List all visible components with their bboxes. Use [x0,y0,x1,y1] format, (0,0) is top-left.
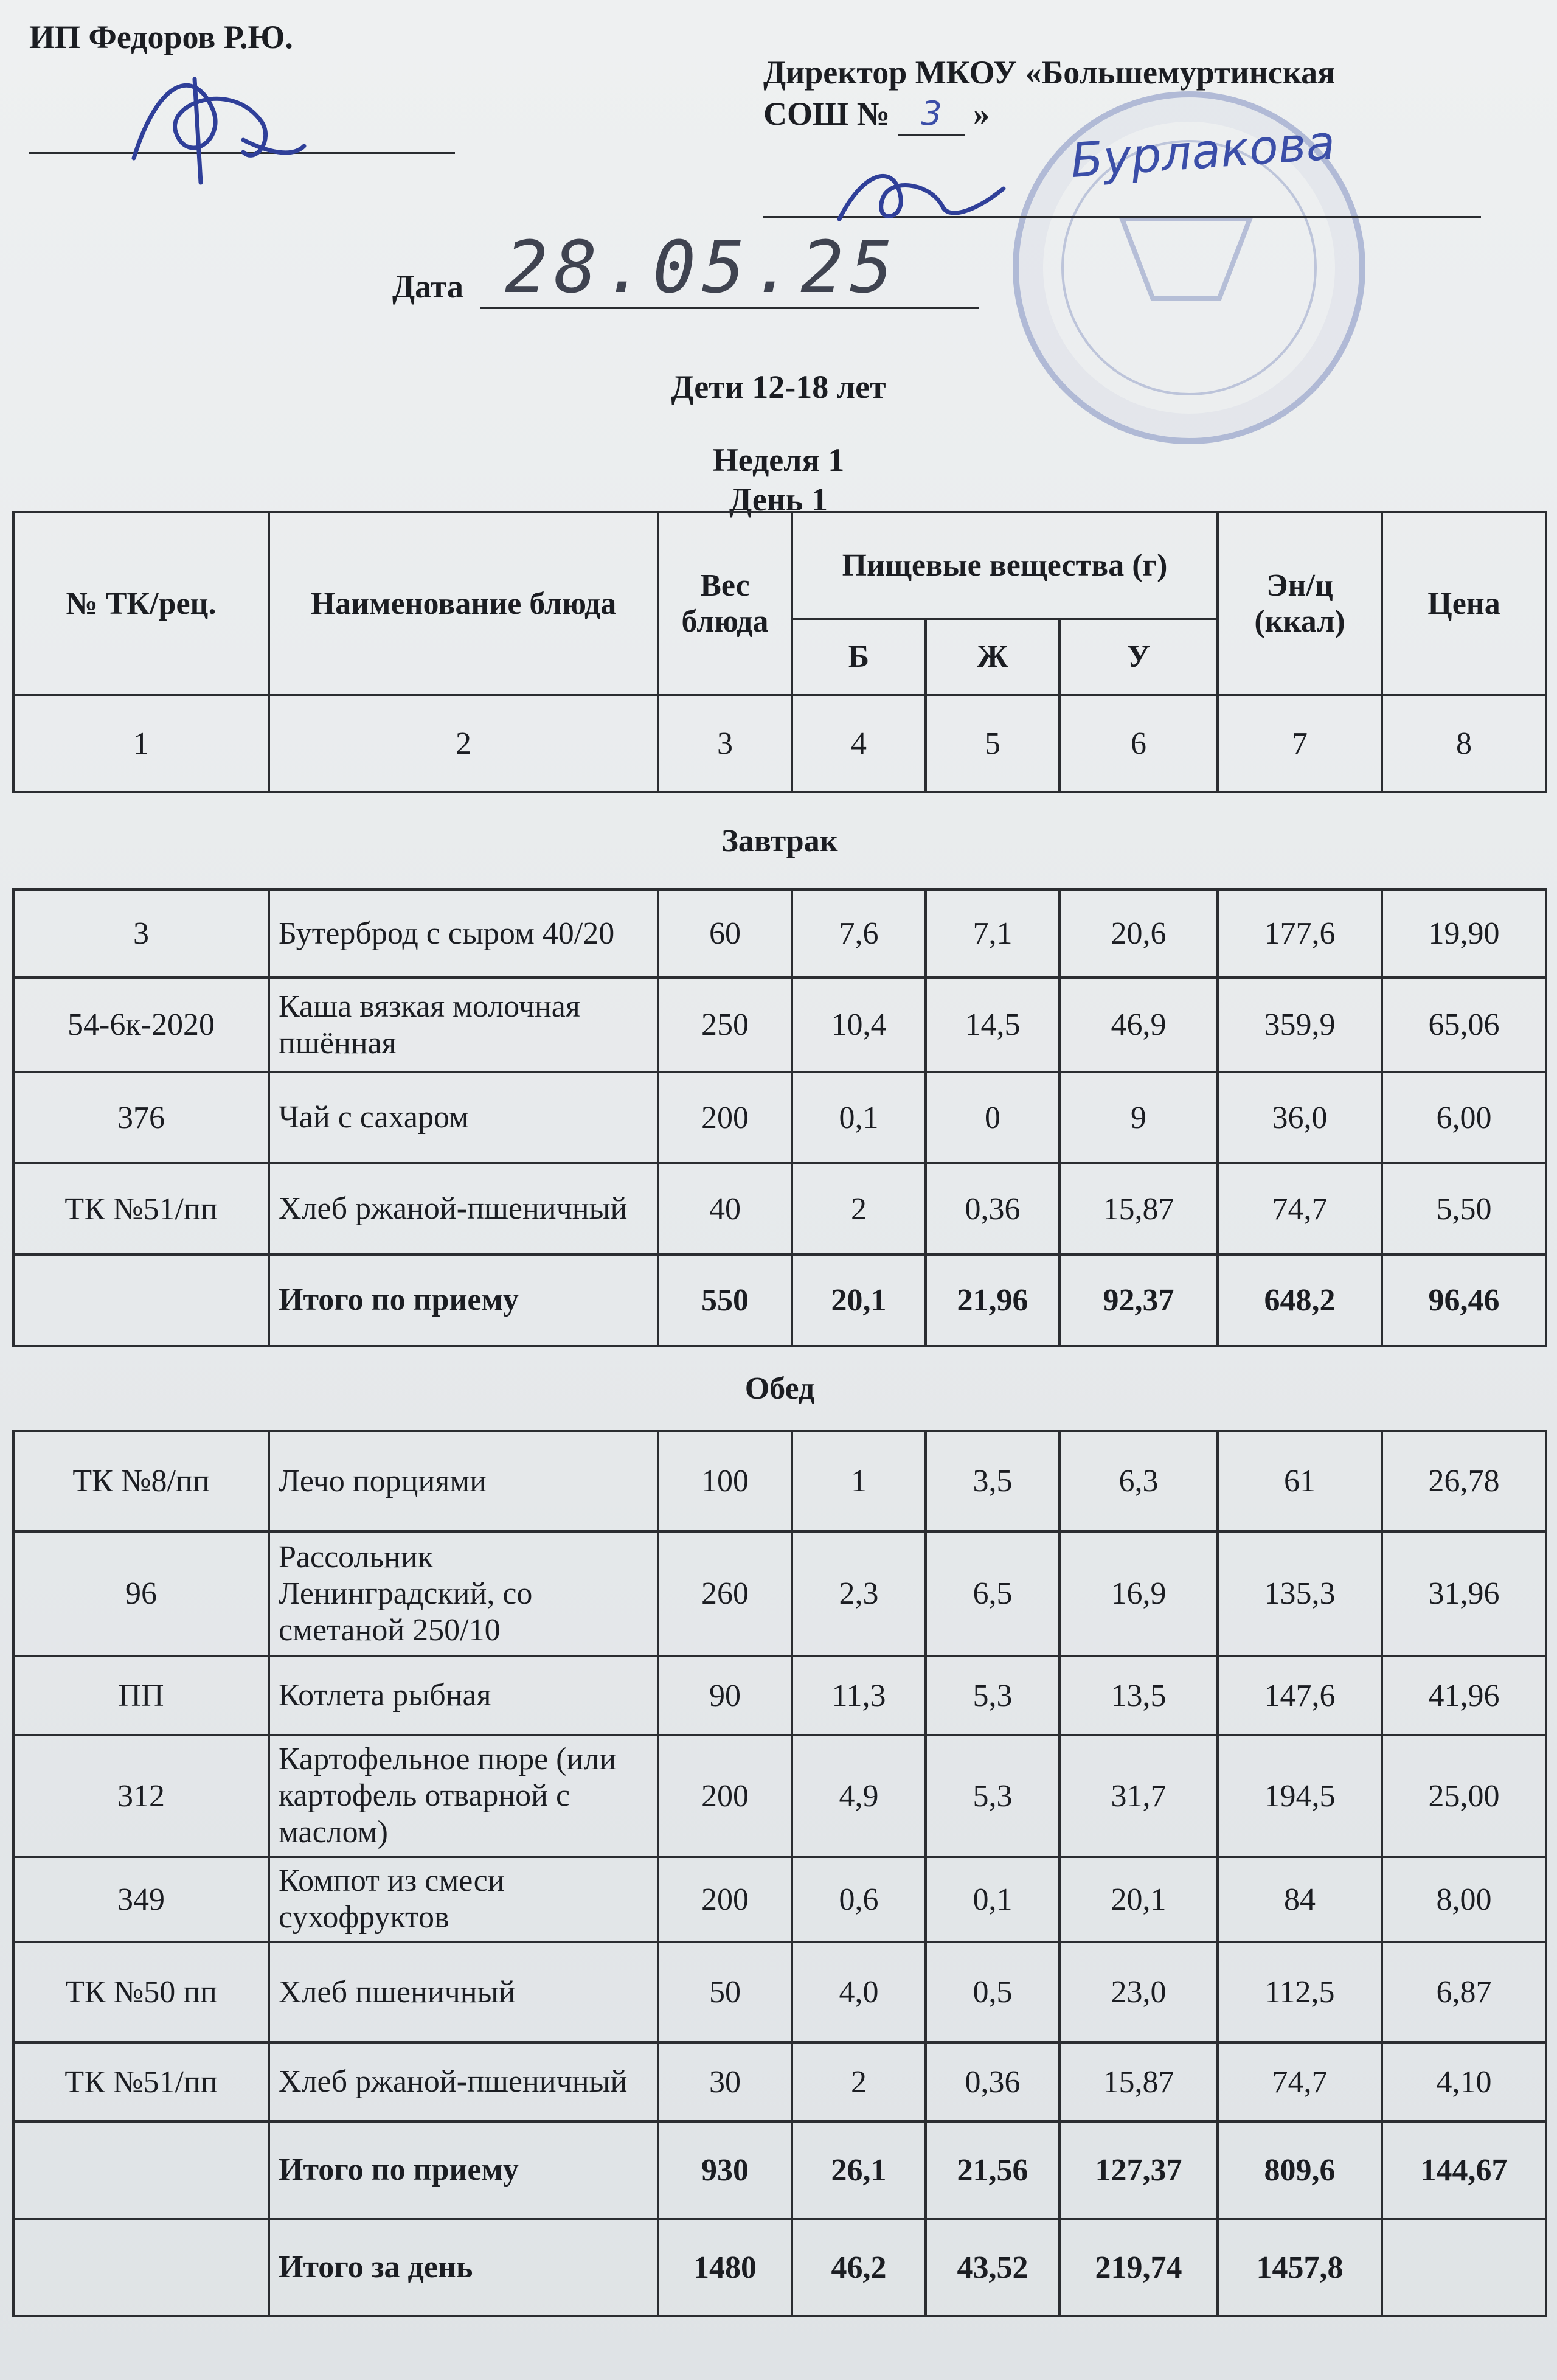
director-name: Бурлакова [1069,115,1337,189]
table-row: ТК №51/пп Хлеб ржаной-пшеничный 40 2 0,36 15,87 74,7 5,50 [13,1163,1546,1254]
table-row: 54-6к-2020 Каша вязкая молочная пшённая 250 10,4 14,5 46,9 359,9 65,06 [13,978,1546,1072]
date-label: Дата [392,268,463,305]
col-name: Наименование блюда [269,512,658,695]
table-row: 96 Рассольник Ленинградский, со сметаной 250/10 260 2,3 6,5 16,9 135,3 31,96 [13,1531,1546,1656]
date-value: 28.05.25 [505,225,900,309]
col-energy: Эн/ц (ккал) [1218,512,1382,695]
table-row: ПП Котлета рыбная 90 11,3 5,3 13,5 147,6 41,96 [13,1656,1546,1735]
table-row: 376 Чай с сахаром 200 0,1 0 9 36,0 6,00 [13,1072,1546,1163]
section-breakfast: Завтрак [13,792,1546,889]
column-number-row: 1 2 3 4 5 6 7 8 [13,695,1546,792]
supplier-signature [122,43,316,201]
menu-table [12,511,1547,2317]
age-group: Дети 12-18 лет [671,369,886,405]
col-zh: Ж [926,619,1059,695]
table-row: ТК №50 пп Хлеб пшеничный 50 4,0 0,5 23,0 112,5 6,87 [13,1942,1546,2042]
lunch-total-row: Итого по приему 930 26,1 21,56 127,37 809,6 144,67 [13,2121,1546,2219]
director-title: Директор МКОУ «Большемуртинская [763,54,1336,91]
school-line: СОШ № 3 » [763,93,1335,136]
col-b: Б [792,619,926,695]
day-total-row: Итого за день 1480 46,2 43,52 219,74 1457,8 [13,2219,1546,2316]
table-row: ТК №8/пп Лечо порциями 100 1 3,5 6,3 61 26,78 [13,1431,1546,1531]
table-row: ТК №51/пп Хлеб ржаной-пшеничный 30 2 0,36 15,87 74,7 4,10 [13,2042,1546,2121]
col-u: У [1059,619,1218,695]
breakfast-total-row: Итого по приему 550 20,1 21,96 92,37 648,2 96,46 [13,1254,1546,1346]
table-row: 349 Компот из смеси сухофруктов 200 0,6 0,1 20,1 84 8,00 [13,1857,1546,1942]
table-row: 3 Бутерброд с сыром 40/20 60 7,6 7,1 20,6 177,6 19,90 [13,889,1546,978]
supplier-name: ИП Федоров Р.Ю. [29,19,293,55]
table-row: 312 Картофельное пюре (или картофель отварной с маслом) 200 4,9 5,3 31,7 194,5 25,00 [13,1735,1546,1857]
col-tk: № ТК/рец. [13,512,269,695]
section-lunch: Обед [13,1346,1546,1431]
header-row [13,512,1546,619]
day-label: День 1 [729,481,828,518]
col-weight: Вес блюда [658,512,792,695]
week-label: Неделя 1 [712,442,845,478]
col-price: Цена [1382,512,1546,695]
school-number: 3 [898,93,965,136]
col-nutrients: Пищевые вещества (г) [792,512,1218,619]
